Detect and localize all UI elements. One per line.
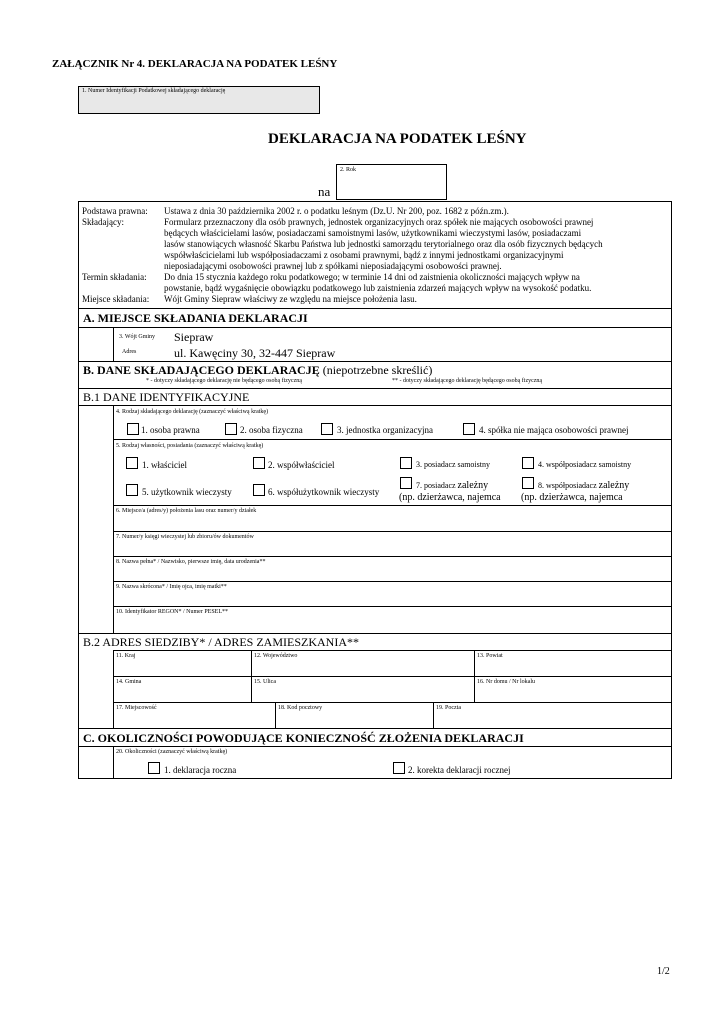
field5-option-7	[416, 480, 488, 491]
field4-checkbox-2[interactable]	[225, 423, 237, 435]
nip-field[interactable]	[78, 86, 320, 114]
field5-option-1: 1. właściciel	[142, 460, 187, 470]
year-prefix: na	[318, 184, 331, 199]
field5-option-4: 4. współposiadacz samoistny	[538, 460, 632, 469]
field5-option-7-b: zależny	[457, 480, 489, 491]
field5-option-2: 2. współwłaściciel	[268, 460, 335, 470]
field16-label: 16. Nr domu / Nr lokalu	[477, 679, 535, 685]
wojt-label: 3. Wójt Gminy	[119, 334, 156, 340]
field8-input[interactable]	[114, 567, 671, 581]
section-b-title-main: B. DANE SKŁADAJĄCEGO DEKLARACJĘ	[83, 363, 320, 377]
field5-option-8	[538, 480, 629, 491]
wojt-value: Siepraw	[174, 330, 214, 344]
place-label: Miejsce składania:	[82, 294, 150, 304]
field15-label: 15. Ulica	[254, 679, 276, 685]
year-label: 2. Rok	[340, 167, 357, 173]
annex-title: ZAŁĄCZNIK Nr 4. DEKLARACJA NA PODATEK LEŚNY	[52, 58, 338, 70]
address-value: ul. Kawęciny 30, 32-447 Siepraw	[174, 346, 336, 360]
field13-label: 13. Powiat	[477, 653, 503, 659]
note-natural: * - dotyczy składającego deklarację nie będącego osobą fizyczną	[146, 378, 302, 384]
field10-input[interactable]	[114, 617, 671, 632]
field5-checkbox-4[interactable]	[522, 457, 534, 469]
field17-label: 17. Miejscowość	[116, 705, 157, 711]
field5-checkbox-3[interactable]	[400, 457, 412, 469]
field20-checkbox-1[interactable]	[148, 762, 160, 774]
field12-label: 12. Województwo	[254, 653, 298, 659]
field10-label: 10. Identyfikator REGON* / Numer PESEL**	[116, 609, 228, 615]
section-a-title: A. MIEJSCE SKŁADANIA DEKLARACJI	[83, 311, 308, 325]
field6-label: 6. Miejsce/a (adres/y) położenia lasu oraz numer/y działek	[116, 508, 257, 514]
filers-label: Składający:	[82, 217, 124, 227]
field5-option-8-c: (np. dzierżawca, najemca	[521, 492, 623, 503]
place-text: Wójt Gminy Siepraw właściwy ze względu na miejsce położenia lasu.	[164, 294, 417, 304]
field5-option-7-c: (np. dzierżawca, najemca	[399, 492, 501, 503]
field8-label: 8. Nazwa pełna* / Nazwisko, pierwsze imię, data urodzenia**	[116, 559, 266, 565]
field4-checkbox-4[interactable]	[463, 423, 475, 435]
field5-checkbox-8[interactable]	[522, 477, 534, 489]
field20-label: 20. Okoliczności (zaznaczyć właściwą kratkę)	[116, 749, 228, 755]
b1-title: B.1 DANE IDENTYFIKACYJNE	[83, 390, 250, 404]
field9-input[interactable]	[114, 592, 671, 606]
field4-option-4: 4. spółka nie mająca osobowości prawnej	[479, 425, 629, 435]
b2-title: B.2 ADRES SIEDZIBY* / ADRES ZAMIESZKANIA**	[83, 635, 360, 649]
field4-option-3: 3. jednostka organizacyjna	[337, 425, 434, 435]
field5-option-8-a: 8. współposiadacz	[538, 481, 597, 490]
field4-option-1: 1. osoba prawna	[141, 425, 200, 435]
field4-checkbox-3[interactable]	[321, 423, 333, 435]
field5-checkbox-2[interactable]	[253, 457, 265, 469]
field5-checkbox-1[interactable]	[126, 457, 138, 469]
field20-checkbox-2[interactable]	[393, 762, 405, 774]
filers-line-2: będących właścicielami lasów, posiadaczami samoistnymi lasów, użytkownikami wieczystymi lasów, posiadaczami	[164, 228, 582, 238]
basis-text: Ustawa z dnia 30 października 2002 r. o podatku leśnym (Dz.U. Nr 200, poz. 1682 z późn.zm.).	[164, 206, 509, 216]
section-b-title-note: (niepotrzebne skreślić)	[322, 363, 433, 377]
field19-label: 19. Poczta	[436, 705, 461, 711]
field11-label: 11. Kraj	[116, 653, 136, 659]
field7-input[interactable]	[114, 542, 671, 556]
field20-option-1: 1. deklaracja roczna	[164, 765, 237, 775]
field7-label: 7. Numer/y księgi wieczystej lub zbioru/ów dokumentów	[116, 534, 254, 540]
page-number: 1/2	[657, 966, 670, 977]
field5-option-8-b: zależny	[598, 480, 630, 491]
field5-option-3: 3. posiadacz samoistny	[416, 460, 490, 469]
field9-label: 9. Nazwa skrócona* / Imię ojca, imię matki**	[116, 584, 227, 590]
year-field[interactable]	[336, 164, 447, 200]
field4-checkbox-1[interactable]	[127, 423, 139, 435]
address-label: Adres	[122, 349, 137, 355]
deadline-line-1: Do dnia 15 stycznia każdego roku podatkowego; w terminie 14 dni od zaistnienia okoliczności mających wpływ na	[164, 272, 580, 282]
field5-option-6: 6. współużytkownik wieczysty	[268, 487, 380, 497]
main-title: DEKLARACJA NA PODATEK LEŚNY	[268, 131, 527, 147]
field5-option-5: 5. użytkownik wieczysty	[142, 487, 232, 497]
field18-label: 18. Kod pocztowy	[278, 705, 323, 711]
filers-line-1: Formularz przeznaczony dla osób prawnych, jednostek organizacyjnych oraz spółek nie mających osobowości prawnej	[164, 217, 594, 227]
field4-label: 4. Rodzaj składającego deklarację (zaznaczyć właściwą kratkę)	[116, 409, 269, 415]
field5-checkbox-6[interactable]	[253, 484, 265, 496]
field4-option-2: 2. osoba fizyczna	[240, 425, 303, 435]
deadline-line-2: powstanie, bądź wygaśnięcie obowiązku podatkowego lub zaistnienia zdarzeń mających wpływ na wysokość podatku.	[164, 283, 592, 293]
deadline-label: Termin składania:	[82, 272, 147, 282]
section-c-title: C. OKOLICZNOŚCI POWODUJĄCE KONIECZNOŚĆ ZŁOŻENIA DEKLARACJI	[83, 731, 524, 745]
field14-label: 14. Gmina	[116, 679, 142, 685]
filers-line-3: lasów stanowiących własność Skarbu Państwa lub jednostki samorządu terytorialnego oraz dla osób fizycznych będących	[164, 239, 603, 249]
field5-label: 5. Rodzaj własności, posiadania (zaznaczyć właściwą kratkę)	[116, 443, 264, 449]
field5-checkbox-7[interactable]	[400, 477, 412, 489]
field5-checkbox-5[interactable]	[126, 484, 138, 496]
nip-label: 1. Numer Identyfikacji Podatkowej składającego deklarację	[82, 88, 226, 94]
filers-line-5: nieposiadającymi osobowości prawnej lub z spółkami nieposiadającymi osobowości prawnej.	[164, 261, 502, 271]
filers-line-4: współwłaścicielami lub współposiadaczami z osobami prawnymi, bądź z innymi jednostkami organizacyjnymi	[164, 250, 564, 260]
basis-label: Podstawa prawna:	[82, 206, 148, 216]
field6-input[interactable]	[114, 516, 671, 531]
field5-option-7-a: 7. posiadacz	[416, 481, 456, 490]
section-b-title	[83, 363, 432, 378]
note-legal: ** - dotyczy składającego deklarację będącego osobą fizyczną	[392, 378, 543, 384]
field20-option-2: 2. korekta deklaracji rocznej	[408, 765, 511, 775]
